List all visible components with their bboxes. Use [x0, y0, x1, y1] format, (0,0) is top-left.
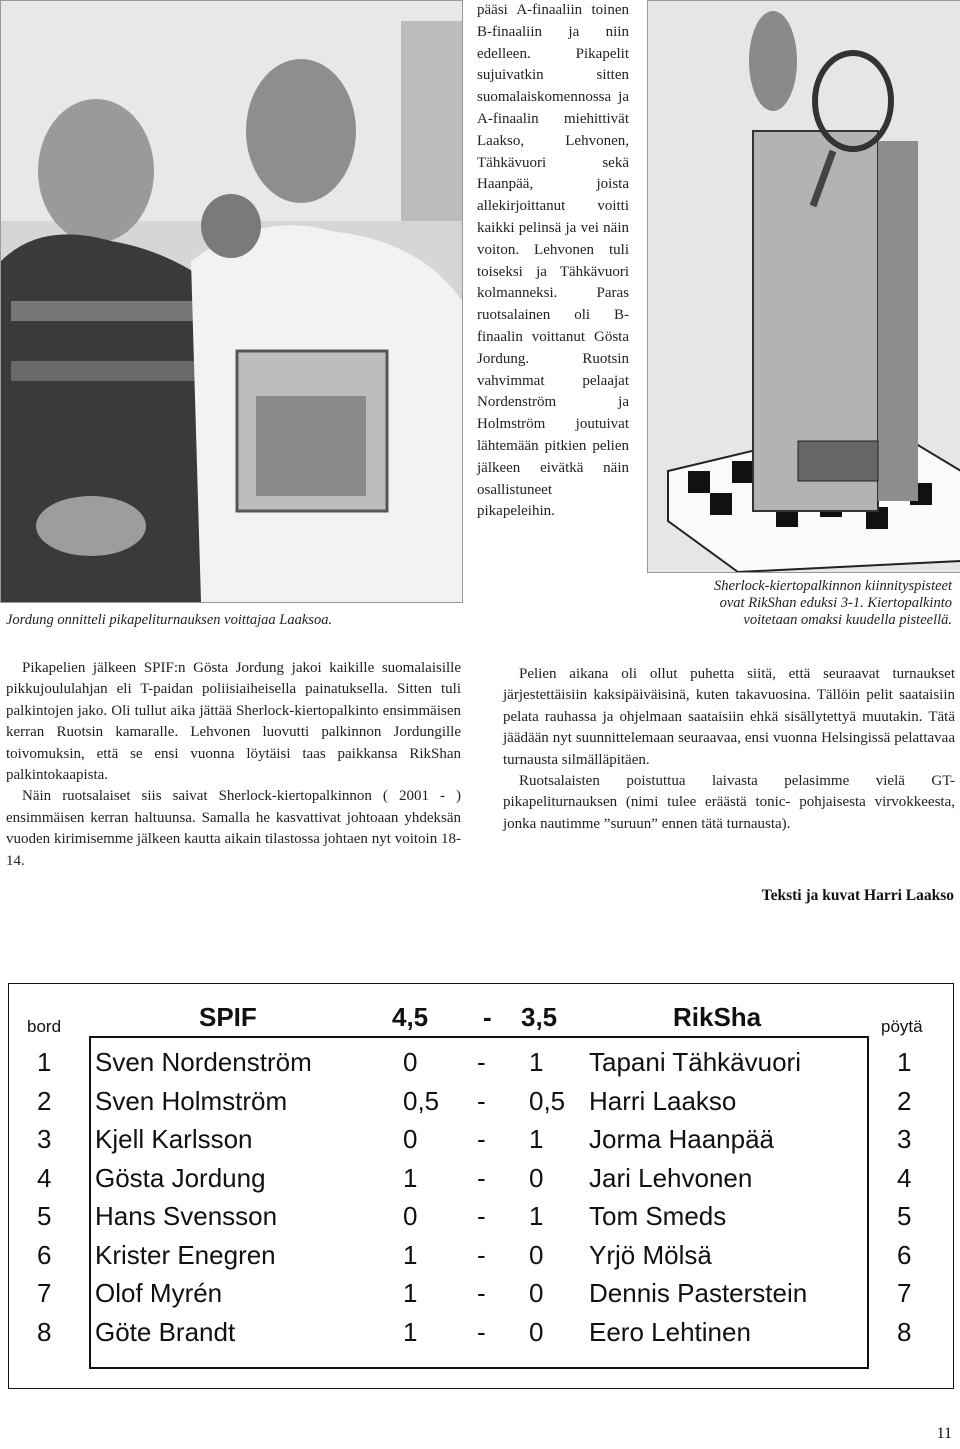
row-poyta: 7: [897, 1278, 912, 1308]
row-score-right: 0,5: [529, 1085, 566, 1116]
row-score-right: 0: [529, 1278, 544, 1308]
results-row: [9, 1313, 953, 1351]
row-dash: -: [477, 1278, 486, 1308]
row-player-right: Eero Lehtinen: [589, 1316, 751, 1347]
row-dash: -: [477, 1124, 486, 1154]
results-row: [9, 1236, 953, 1274]
results-header-score-left: 4,5: [392, 1002, 429, 1032]
results-row: [9, 1274, 953, 1312]
row-score-right: 0: [529, 1162, 544, 1193]
row-player-left: Sven Holmström: [95, 1085, 288, 1116]
row-poyta: 3: [897, 1124, 912, 1154]
row-score-left: 0: [403, 1124, 418, 1154]
row-poyta: 1: [897, 1047, 912, 1077]
right-paragraph-2: Ruotsalaisten poistuttua laivasta pelasimme vielä GT-pikapeliturnauksen (nimi tulee eräästä tonic- pohjaisesta virvokkeesta, jonka nautimme ”suruun” ennen tätä turnausta).: [503, 773, 955, 832]
photo-handshake: [0, 0, 463, 603]
row-bord: 7: [37, 1278, 52, 1308]
row-player-right: Harri Laakso: [589, 1085, 737, 1116]
row-player-left: Kjell Karlsson: [95, 1124, 253, 1154]
results-header-score-right: 3,5: [521, 1002, 558, 1032]
results-row: [9, 1159, 953, 1197]
row-player-right: Tom Smeds: [589, 1201, 727, 1231]
left-body-column: [6, 658, 461, 872]
row-player-right: Yrjö Mölsä: [589, 1239, 712, 1270]
caption-handshake-text: Jordung onnitteli pikapeliturnauksen voittajaa Laaksoa.: [6, 612, 333, 628]
row-poyta: 6: [897, 1239, 912, 1270]
row-bord: 2: [37, 1085, 52, 1116]
left-paragraph-1: Pikapelien jälkeen SPIF:n Gösta Jordung jakoi kaikille suomalaisille pikkujoululahjan eli T-paidan poliisiaiheisella painatuksella. Sitten tuli palkintojen jako. Oli tullut aika jättää Sherlock-kiertopalkinto ensimmäisen kerran Ruotsin kamaralle. Lehvonen luovutti palkinnon Jordungille toivomuksin, että se ensi vuonna löytäisi taas paikkansa RikShan palkintokaapista.: [6, 660, 461, 784]
narrow-column-text: [477, 0, 629, 523]
results-row: [9, 1120, 953, 1158]
photo-trophy: [647, 0, 960, 573]
row-dash: -: [477, 1085, 486, 1116]
row-score-left: 1: [403, 1162, 418, 1193]
results-table: [8, 983, 954, 1389]
row-player-right: Tapani Tähkävuori: [589, 1047, 801, 1077]
row-poyta: 8: [897, 1316, 912, 1347]
results-row: [9, 1043, 953, 1081]
narrow-column-paragraph: pääsi A-finaaliin toinen B-finaaliin ja niin edelleen. Pikapelit sujuivatkin sitten suomalaiskomennossa ja A-finaalin miehittivät Laakso, Lehvonen, Tähkävuori sekä Haanpää, joista allekirjoittanut voitti kaikki pelinsä ja vei näin voiton. Lehvonen tuli toiseksi ja Tähkävuori kolmanneksi. Paras ruotsalainen oli B-finaalin voittanut Gösta Jordung. Ruotsin vahvimmat pelaajat Nordenström ja Holmström joutuivat lähtemään pitkien pelien jälkeen eivätkä näin osallistuneet pikapeleihin.: [477, 2, 629, 520]
results-header-team-right: RikSha: [673, 1002, 762, 1032]
row-poyta: 4: [897, 1162, 912, 1193]
results-row: [9, 1197, 953, 1235]
row-dash: -: [477, 1047, 486, 1077]
row-score-left: 1: [403, 1239, 418, 1270]
row-player-left: Gösta Jordung: [95, 1162, 266, 1193]
caption-handshake: [6, 612, 466, 629]
row-score-left: 0,5: [403, 1085, 440, 1116]
results-header-dash: -: [483, 1002, 492, 1032]
row-dash: -: [477, 1162, 486, 1193]
row-score-right: 0: [529, 1239, 544, 1270]
row-dash: -: [477, 1239, 486, 1270]
right-body-column: [503, 664, 955, 835]
row-bord: 5: [37, 1201, 52, 1231]
caption-trophy-line2: ovat RikShan eduksi 3-1. Kiertopalkinto: [719, 595, 952, 611]
row-poyta: 5: [897, 1201, 912, 1231]
results-header-poyta: pöytä: [881, 1017, 923, 1036]
row-player-left: Olof Myrén: [95, 1278, 223, 1308]
row-score-right: 1: [529, 1201, 544, 1231]
row-player-right: Jari Lehvonen: [589, 1162, 753, 1193]
photo-handshake-image: [1, 1, 462, 602]
row-player-left: Sven Nordenström: [95, 1047, 312, 1077]
photo-trophy-image: [648, 1, 960, 572]
row-score-left: 0: [403, 1047, 418, 1077]
row-score-left: 1: [403, 1278, 418, 1308]
row-player-right: Dennis Pasterstein: [589, 1278, 808, 1308]
row-dash: -: [477, 1316, 486, 1347]
caption-trophy: [652, 578, 952, 629]
results-row: [9, 1082, 953, 1120]
row-score-left: 0: [403, 1201, 418, 1231]
page-number: 11: [936, 1425, 952, 1442]
left-paragraph-2: Näin ruotsalaiset siis saivat Sherlock-kiertopalkinnon ( 2001 - ) ensimmäisen kerran haltuunsa. Samalla he kasvattivat johtoaan yhdeksän vuoden kirimisemme jälkeen kautta aikain tilastossa johtaen nyt voitoin 18- 14.: [6, 788, 461, 869]
row-player-right: Jorma Haanpää: [589, 1124, 774, 1154]
caption-trophy-line1: Sherlock-kiertopalkinnon kiinnityspisteet: [714, 578, 952, 594]
right-paragraph-1: Pelien aikana oli ollut puhetta siitä, että seuraavat turnaukset järjestettäisiin kaksipäiväisinä, kuten takavuosina. Tällöin pelit saataisiin pelata rauhassa ja ohjelmaan saataisiin ehkä sisällytettyä muutakin. Tätä jäädään nyt suunnittelemaan seuraavaa, ensi vuonna Helsingissä pelattavaa turnausta silmälläpitäen.: [503, 666, 955, 768]
row-bord: 6: [37, 1239, 52, 1270]
row-bord: 4: [37, 1162, 52, 1193]
row-score-right: 1: [529, 1124, 544, 1154]
row-score-left: 1: [403, 1316, 418, 1347]
results-header-bord: bord: [27, 1017, 62, 1036]
row-score-right: 0: [529, 1316, 544, 1347]
row-bord: 1: [37, 1047, 52, 1077]
row-player-left: Krister Enegren: [95, 1239, 276, 1270]
results-header-team-left: SPIF: [199, 1002, 257, 1032]
row-score-right: 1: [529, 1047, 544, 1077]
row-player-left: Hans Svensson: [95, 1201, 278, 1231]
byline: Teksti ja kuvat Harri Laakso: [761, 887, 954, 904]
row-bord: 8: [37, 1316, 52, 1347]
caption-trophy-line3: voitetaan omaksi kuudella pisteellä.: [743, 612, 952, 628]
row-dash: -: [477, 1201, 486, 1231]
row-bord: 3: [37, 1124, 52, 1154]
row-player-left: Göte Brandt: [95, 1316, 236, 1347]
row-poyta: 2: [897, 1085, 912, 1116]
